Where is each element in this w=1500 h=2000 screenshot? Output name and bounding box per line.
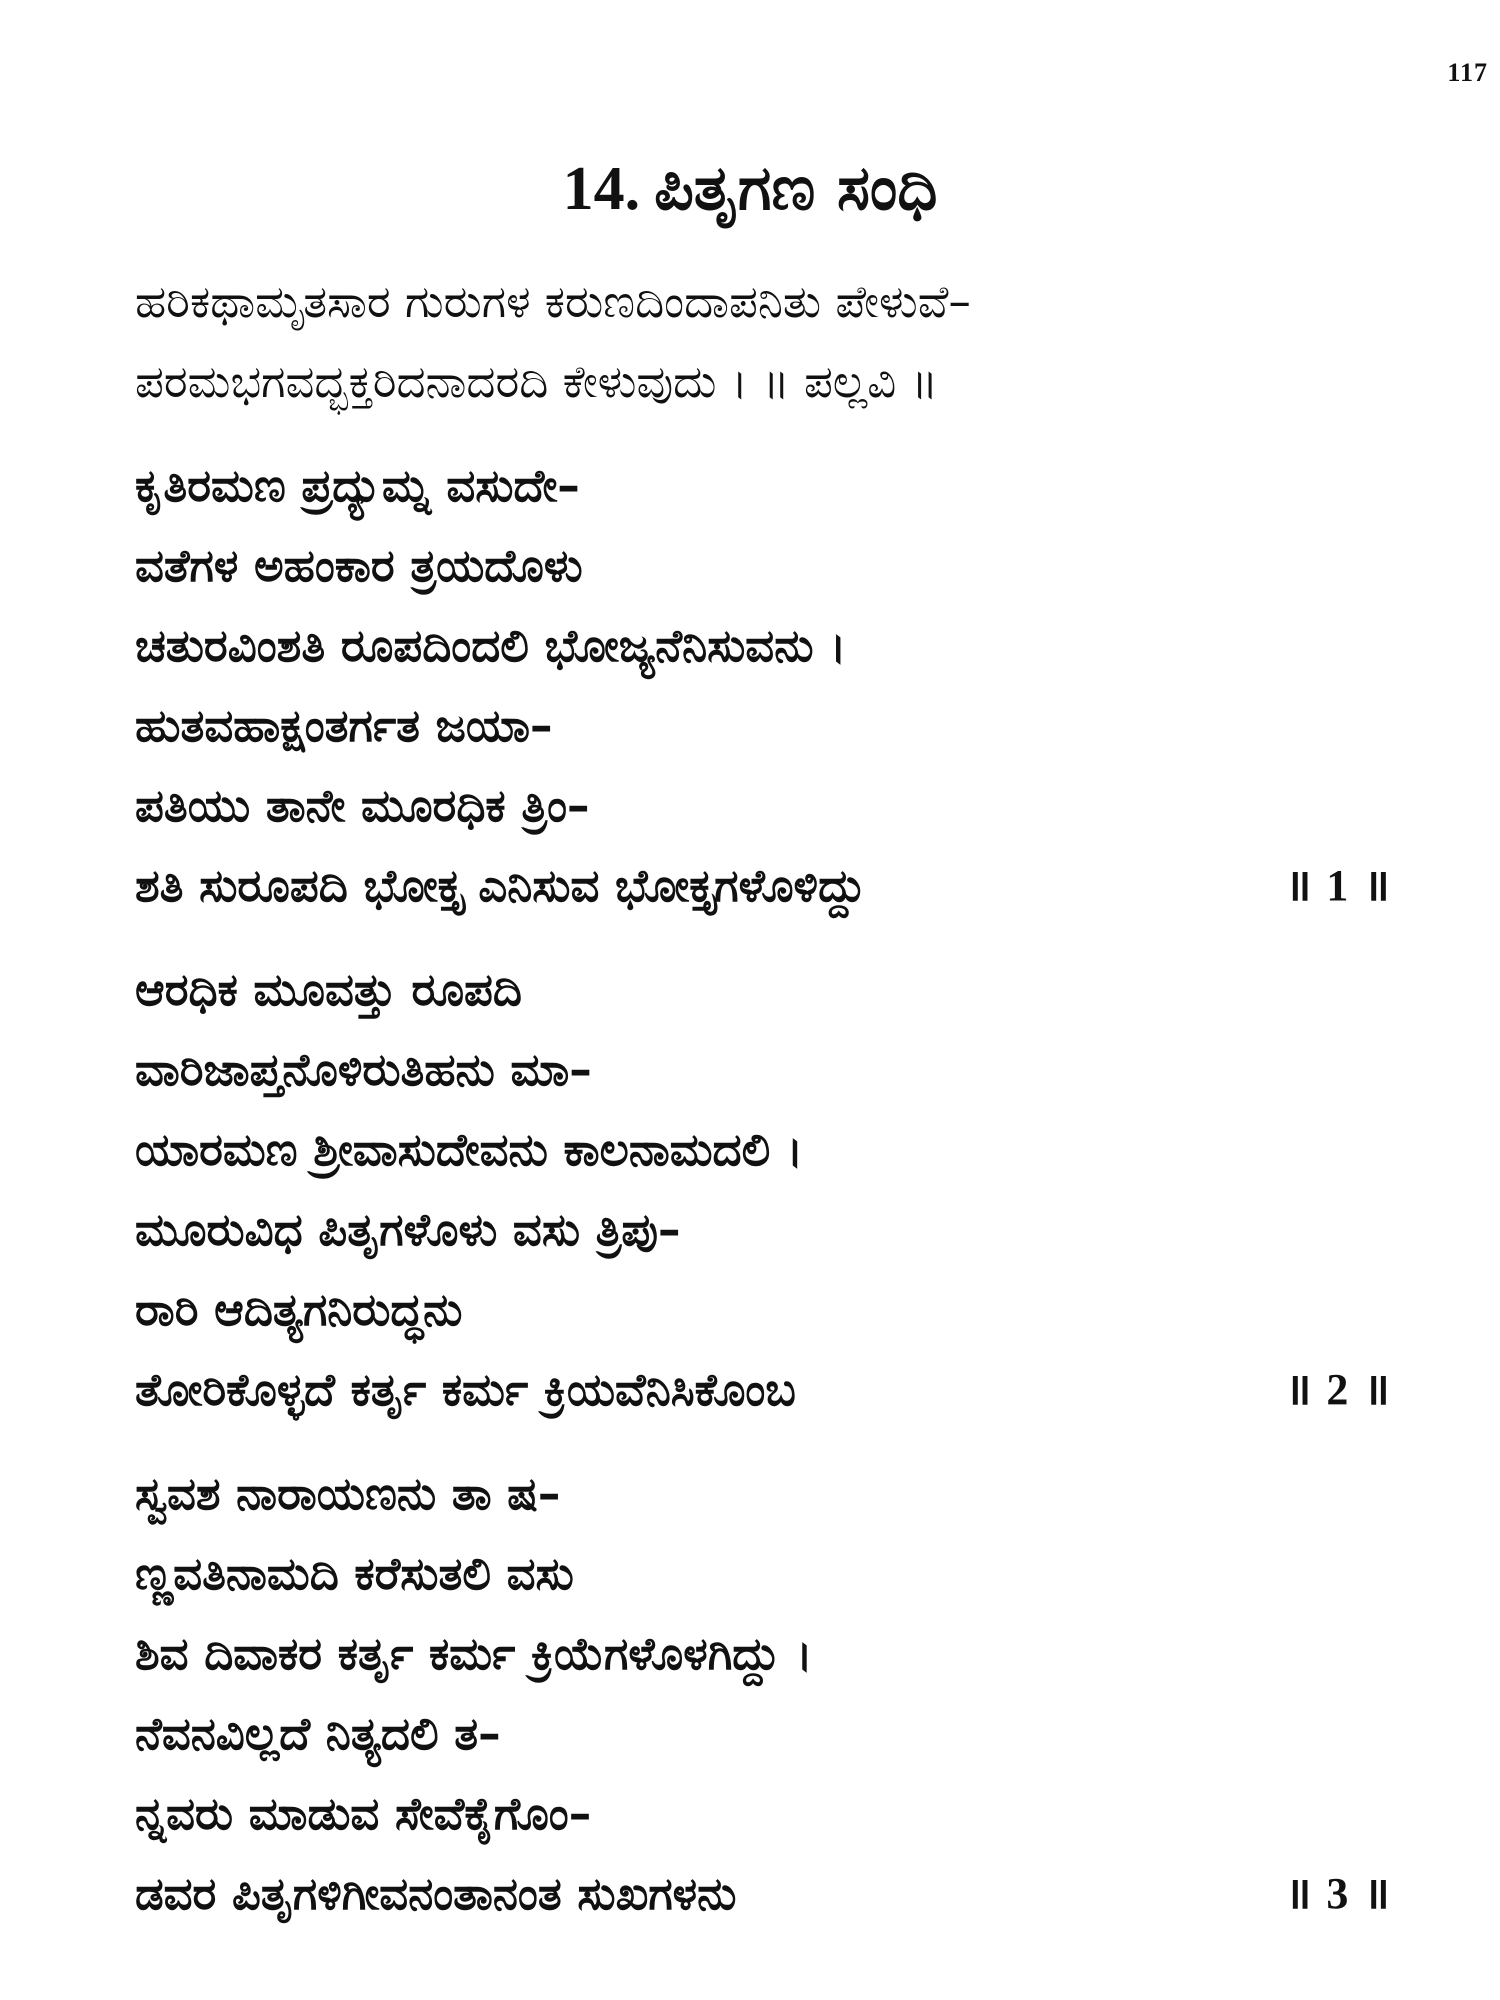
page-title — [0, 148, 1500, 229]
verse-line: ವತೆಗಳ ಅಹಂಕಾರ ತ್ರಯದೊಳು — [135, 539, 583, 592]
verse-line: ಯಾರಮಣ ಶ್ರೀವಾಸುದೇವನು ಕಾಲನಾಮದಲಿ । — [135, 1123, 804, 1176]
poem-body — [135, 262, 1435, 1934]
stanza-2 — [135, 950, 1435, 1430]
title-number: 14. — [562, 155, 641, 223]
verse-number: ॥ 2 ॥ — [1285, 1365, 1392, 1414]
refrain — [135, 262, 1435, 422]
verse-line: ಚತುರವಿಂಶತಿ ರೂಪದಿಂದಲಿ ಭೋಜ್ಯನೆನಿಸುವನು । — [135, 619, 847, 672]
verse-line: ಆರಧಿಕ ಮೂವತ್ತು ರೂಪದಿ — [135, 963, 522, 1016]
verse-line: ಕೃತಿರಮಣ ಪ್ರದ್ಯುಮ್ನ ವಸುದೇ– — [135, 459, 580, 512]
page-number: 117 — [1447, 58, 1488, 87]
verse-line: ನೆವನವಿಲ್ಲದೆ ನಿತ್ಯದಲಿ ತ– — [135, 1707, 501, 1760]
verse-line-text: ಶತಿ ಸುರೂಪದಿ ಭೋಕ್ತೃ ಎನಿಸುವ ಭೋಕ್ತೃಗಳೊಳಿದ್ದು — [135, 859, 866, 912]
verse-line-last — [135, 1350, 1435, 1430]
stanza-1 — [135, 446, 1435, 926]
title-text: ಪಿತೃಗಣ ಸಂಧಿ — [654, 151, 938, 224]
verse-line: ಪತಿಯು ತಾನೇ ಮೂರಧಿಕ ತ್ರಿಂ– — [135, 779, 590, 832]
verse-line: ಶಿವ ದಿವಾಕರ ಕರ್ತೃ ಕರ್ಮ ಕ್ರಿಯೆಗಳೊಳಗಿದ್ದು । — [135, 1627, 813, 1680]
verse-number: ॥ 1 ॥ — [1285, 861, 1392, 910]
verse-line-text: ಡವರ ಪಿತೃಗಳಿಗೀವನಂತಾನಂತ ಸುಖಗಳನು — [135, 1867, 737, 1920]
verse-line: ಮೂರುವಿಧ ಪಿತೃಗಳೊಳು ವಸು ತ್ರಿಪು– — [135, 1203, 681, 1256]
verse-number: ॥ 3 ॥ — [1285, 1869, 1392, 1918]
verse-line: ಹುತವಹಾಕ್ಷಂತರ್ಗತ ಜಯಾ– — [135, 699, 553, 752]
verse-line: ವಾರಿಜಾಪ್ತನೊಳಿರುತಿಹನು ಮಾ– — [135, 1043, 592, 1096]
verse-line-last — [135, 1854, 1435, 1934]
stanza-3 — [135, 1454, 1435, 1934]
refrain-line: ಹರಿಕಥಾಮೃತಸಾರ ಗುರುಗಳ ಕರುಣದಿಂದಾಪನಿತು ಪೇಳುವೆ– — [135, 275, 971, 328]
refrain-line: ಪರಮಭಗವದ್ಭಕ್ತರಿದನಾದರದಿ ಕೇಳುವುದು । ॥ ಪಲ್ಲವಿ ॥ — [135, 355, 939, 408]
verse-line: ರಾರಿ ಆದಿತ್ಯಗನಿರುದ್ಧನು — [135, 1283, 463, 1336]
verse-line: ನ್ನವರು ಮಾಡುವ ಸೇವೆಕೈಗೊಂ– — [135, 1787, 592, 1840]
verse-line: ಣ್ಣವತಿನಾಮದಿ ಕರೆಸುತಲಿ ವಸು — [135, 1547, 574, 1600]
verse-line-text: ತೋರಿಕೊಳ್ಳದೆ ಕರ್ತೃ ಕರ್ಮ ಕ್ರಿಯವೆನಿಸಿಕೊಂಬ — [135, 1363, 796, 1416]
verse-line-last — [135, 846, 1435, 926]
verse-line: ಸ್ವವಶ ನಾರಾಯಣನು ತಾ ಷ– — [135, 1467, 561, 1520]
